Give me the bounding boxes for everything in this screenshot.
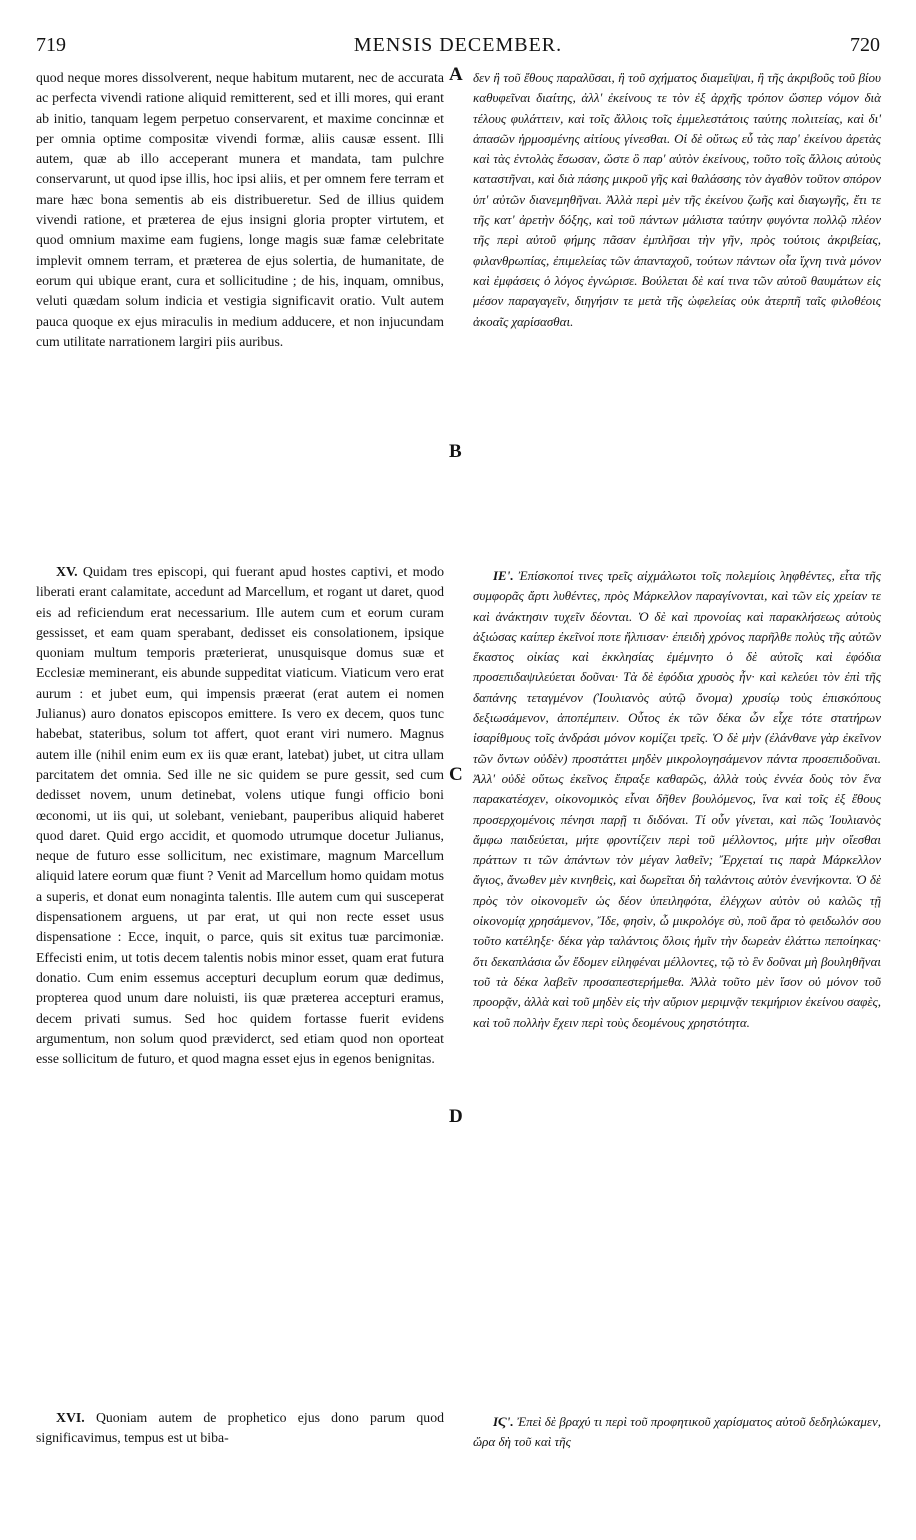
greek-paragraph-2-text: Ἐπίσκοποί τινες τρεῖς αἰχμάλωτοι τοῖς πολεμίοις ληφθέντες, εἶτα τῆς συμφορᾶς ἄρτι λυθέντες, πρὸς Μάρκελλον παραγίνονται, καὶ τῶν εἰς χρείαν τε καὶ ἀνάκτησιν τυχεῖν δέονται. Ὁ δὲ καὶ προνοίας καὶ παρακλήσεως αὐτοὺς ἀξιώσας καίπερ ἐκεῖνοί ποτε ἤλπισαν· ἐπειδὴ χρόνος παρῆλθε πολὺς τῆς αὐτῶν ἕκαστος οἰκίας καὶ ἐκκλησίας ἐμέμνητο ὁ δὲ αὐτοῖς καὶ ἐφόδια προσεπιδαψιλεύεται δοῦναι· Τὰ δὲ ἐφόδια χρυσὸς ἦν· καὶ κελεύει τὸν ἐπὶ τῆς δαπάνης τεταγμένον (Ἰουλιανὸς αὐτῷ ὄνομα) χρυσίῳ τοὺς ἐπισκόπους δεξιωσάμενον, ἀποπέμπειν. Οὗτος ἐκ τῶν δέκα ὧν εἶχε τότε στατήρων ἰσαρίθμους τοῖς ἀνδράσι μόνον κομίζει τρεῖς. Ὁ δὲ μὴν (ἐλάνθανε γὰρ ἐκεῖνον τῶν ὄντων οὐδὲν) προστάττει μηδὲν μικρολογησάμενον πάντα προσεπιδοῦναι. Ἀλλ' οὐδὲ οὕτως ἐκεῖνος ἔπραξε καθαρῶς, ἀλλὰ τοὺς ἐννέα δοὺς τὸν ἕνα παρακατέσχεν, οἰκονομικὸς εἶναι δῆθεν βουλόμενος, ἵνα καὶ τοῖς ἐξ ἔθους προσερχομένοις πένησι παρῇ τι διδόναι. Τί οὖν γίνεται, καὶ πῶς Ἰουλιανὸς ἄμφω παιδεύεται, μήτε φροντίζειν περὶ τοῦ μέλλοντος, μήτε μὴν οἴεσθαι πράττων τι τῶν ἁπάντων τὸν μέγαν λαθεῖν; Ἔρχεταί τις παρὰ Μάρκελλον ἄγιος, ἄνωθεν μὲν κινηθεὶς, καὶ δωρεῖται δὴ ταλάντοις αὐτὸν ἐνενήκοντα. Ὁ δὲ πρὸς τὸν οἰκονομεῖν ὡς δέον ὑπειληφότα, ἐλέγχων αὐτὸν οὐ καλῶς τῇ οἰκονομίᾳ χρησάμενον, Ἴδε, φησὶν, ὦ μικρολόγε σὺ, ποῦ ἄρα τὸ φειδωλόν σου τοῦτο κατέληξε· δέκα γὰρ ταλάντοις ὅλοις ἡμῖν τὴν δωρεὰν ἐλάττω πεποίηκας· ὅτι δεκαπλάσια ὧν ἔδομεν εἰληφέναι μέλλοντες, τῷ τὸ ἓν δοῦναι μὴ βουληθῆναι τοῦ τὰ δέκα λαβεῖν προσαπεστερήμεθα. Ἀλλὰ τοῦτο μὲν ἴσον οὐ μόνον τοῦ προορᾷν, ἀλλὰ καὶ τοῦ μηδὲν εἰς τὴν αὔριον μεριμνᾷν τεκμήριον ἐκείνου σαφὲς, καὶ τοῦ πολλὴν ἔχειν περὶ τοὺς δεομένους χρηστότητα. <box>473 568 881 1030</box>
latin-section-15 <box>36 562 444 1069</box>
margin-marker-a: A <box>449 64 463 85</box>
latin-paragraph-2-text: Quidam tres episcopi, qui fuerant apud hostes captivi, et modo liberati erant calamitate, accedunt ad Marcellum, et rogant ut daret, quod eis ad reficiendum erat necessarium. Ille autem cum et eorum curam gessisset, et eam quam sperabant, dedisset eis consolationem, ipsique quoniam multum temporis præterierat, unusquisque domus suæ et Ecclesiæ meminerant, eis abunde suppeditat viaticum. Viaticum vero erat aurum : et jubet eum, qui impensis præerat (erat autem ei nomen Julianus) auro donatos episcopos emittere. Is vero ex decem, quos tunc habebat, stateribus, solum tot affert, quot erant viri numero. Magnus autem ille (nihil enim eum ex iis quæ erant, latebat) jubet, ut citra ullam parcitatem det omnia. Sed ille ne sic quidem se pure gessit, sed cum dedisset novem, unum detinebat, volens utique fungi officio boni œconomi, ut iis qui, ut solebant, veniebant, pauperibus aliquid haberet quod daret. Quid ergo accidit, et quomodo utrumque docetur Julianus, neque de futuro esse sollicitum, nec existimare, magnum Marcellum aliquid latere eorum quæ fiunt ? Venit ad Marcellum homo quidam motus a superis, et donat eum nonaginta talentis. Ille autem cum qui susceperat dispensationem arguens, ut par erat, ut qui non recte esset usus dispensatione : Ecce, inquit, o parce, quis sit exitus tuæ parcimoniæ. Effecisti enim, ut totis decem talentis nobis minor esset, quam erat futura donatio. Cum enim essemus accepturi decuplum eorum quæ dedimus, propterea quod unum dare noluisti, iis quæ præterea accepturi eramus, decem privati sumus. Sed hoc quidem fortasse fuerit evidens argumentum, non solum quod præviderct, sed etiam quod non oporteat esse sollicitum de futuro, et quod magna esset ejus in egenos benignitas. <box>36 564 445 1067</box>
latin-paragraph-1: quod neque mores dissolverent, neque habitum mutarent, nec de accurata ac perfecta vivendi ratione aliquid remitterent, sed et illi mores, qui erant ab initio, tanquam legem perpetuo conservarent, et maxime concinnæ et per omnia optime compositæ vivendi formæ, aliis causæ essent. Illi autem, quæ ab illo acceperant munera et mandata, tam pulchre conservarunt, ut quod ipse illis, hoc ipsi aliis, et per omnem fere terram et mare hæc bona sementis ab eis distribueretur. Sed de illius quidem vivendi ratione, et præterea de ejus insigni gloria propter virtutem, et quod omnium maxime eam fugiens, longe magis suæ famæ celebritate implevit omnem terram, et præterea de ejus solertia, de humanitate, de eorum qui ubique erant, cura et sollicitudine ; de his, inquam, omnibus, veluti quædam solum indicia et vestigia significavit oratio. Vult autem pauca quoque ex ejus miraculis in medium adducere, et non injucundam cum utilitate narrationem largiri piis auribus. <box>36 70 444 349</box>
greek-paragraph-3 <box>473 1412 881 1453</box>
latin-section-16 <box>36 1408 444 1449</box>
greek-paragraph-2 <box>473 566 881 1033</box>
latin-section-number-15: XV. <box>56 564 78 579</box>
latin-section-number-16: XVI. <box>56 1410 85 1425</box>
running-header <box>36 34 880 60</box>
latin-paragraph-3 <box>36 1408 444 1449</box>
greek-section-number-15: ΙΕ'. <box>493 568 514 583</box>
greek-paragraph-1: δεν ἢ τοῦ ἔθους παραλῦσαι, ἢ τοῦ σχήματος διαμεῖψαι, ἢ τῆς ἀκριβοῦς τοῦ βίου καθυφεῖναι διαίτης, ἀλλ' ἐκείνους τε τὸν ἐξ ἀρχῆς τρόπον ὥσπερ νόμον διὰ τέλους φυλάττειν, καὶ τοῖς ἄλλοις τοῖς ἐμμελεστάτοις ταύτης πολιτείας, καὶ δι' ἁπασῶν ἡρμοσμένης αἰτίους γίνεσθαι. Οἱ δὲ οὕτως εὖ τὰς παρ' ἐκείνου ἀρετὰς καὶ τὰς ἐντολὰς ἔσωσαν, ὥστε ὃ παρ' αὐτὸν ἐκείνους, τοῦτο τοῖς ἄλλοις αὐτοὺς καταστῆναι, καὶ διὰ πάσης μικροῦ γῆς καὶ θαλάσσης τὸν ἀγαθὸν τοῦτον σπόρον ὑπ' αὐτῶν διανεμηθῆναι. Ἀλλὰ περὶ μὲν τῆς ἐκείνου ζωῆς καὶ διαγωγῆς, ἔτι τε τῆς κατ' ἀρετὴν δόξης, καὶ τοῦ πάντων μάλιστα ταύτην φυγόντα πολλῷ πλέον τῆς περὶ αὐτοῦ φήμης πᾶσαν ἐμπλῆσαι τὴν γῆν, πρὸς τούτοις ἀκριβείας, φιλανθρωπίας, ἐπιμελείας τῶν ἁπανταχοῦ, τούτων πάντων οἷα ἴχνη τινὰ μόνον καὶ ἐμφάσεις ὁ λόγος ἐγνώρισε. Βούλεται δὲ καί τινα τῶν αὐτοῦ θαυμάτων εἰς μέσον παραγαγεῖν, διηγήσιν τε μετὰ τῆς ὠφελείας οὐκ ἀτερπῆ ταῖς φιλοθέοις ἀκοαῖς χαρίσασθαι. <box>473 70 881 329</box>
margin-marker-c: C <box>449 764 463 785</box>
greek-section-15 <box>473 566 881 1033</box>
page-number-left: 719 <box>36 34 66 56</box>
greek-section-16 <box>473 1412 881 1453</box>
latin-paragraph-3-text: Quoniam autem de prophetico ejus dono parum quod significavimus, tempus est ut biba- <box>36 1410 444 1446</box>
running-title: MENSIS DECEMBER. <box>353 34 563 56</box>
greek-section-number-16: ΙϚ'. <box>493 1414 514 1429</box>
greek-column <box>473 68 881 332</box>
latin-paragraph-2 <box>36 562 444 1069</box>
margin-marker-d: D <box>449 1106 463 1127</box>
greek-paragraph-3-text: Ἐπεὶ δὲ βραχύ τι περὶ τοῦ προφητικοῦ χαρίσματος αὐτοῦ δεδηλώκαμεν, ὥρα δὴ τοῦ καὶ τῆς <box>473 1414 881 1450</box>
page-number-right: 720 <box>850 34 880 56</box>
margin-marker-b: B <box>449 441 462 462</box>
